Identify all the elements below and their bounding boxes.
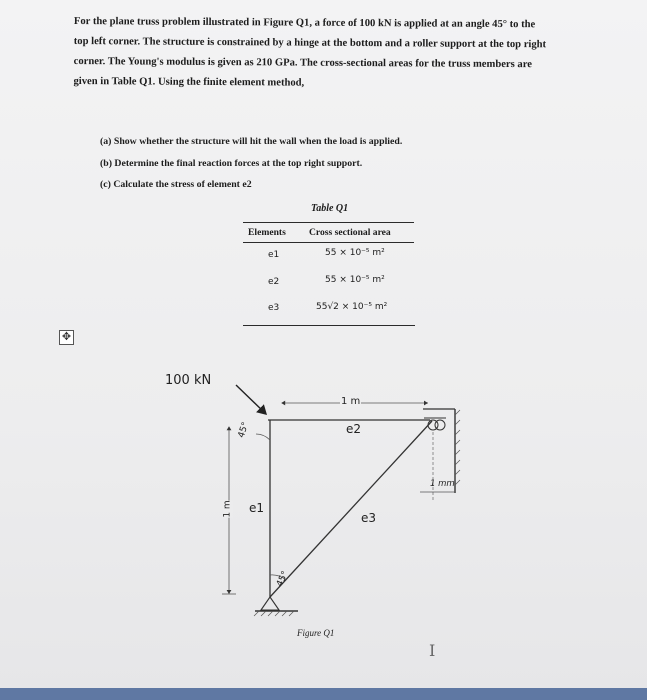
intro-line: corner. The Young's modulus is given as 210 GPa. The cross-sectional areas for the truss members are	[73, 55, 532, 71]
question-c: (c) Calculate the stress of element e2	[100, 179, 252, 190]
element-e3-line	[270, 421, 432, 597]
element-label-e3: e3	[361, 511, 377, 525]
table-cell-area: 55 × 10⁻⁵ m²	[325, 275, 385, 285]
question-b: (b) Determine the final reaction forces at the top right support.	[100, 158, 363, 169]
element-label-e2: e2	[346, 422, 362, 436]
intro-line: given in Table Q1. Using the finite element method,	[73, 75, 305, 89]
table-cell-area: 55√2 × 10⁻⁵ m²	[316, 302, 388, 312]
angle-label-bottom: 45°	[275, 569, 291, 589]
gap-label: 1 mm	[430, 479, 455, 489]
table-header-elements: Elements	[248, 227, 286, 238]
figure-caption: Figure Q1	[297, 628, 335, 638]
dimension-vertical-label: 1 m	[222, 500, 233, 518]
table-cell-element: e2	[268, 277, 280, 287]
table-title: Table Q1	[311, 203, 349, 214]
text-cursor-icon: I	[429, 641, 436, 660]
intro-line: top left corner. The structure is constrained by a hinge at the bottom and a roller support at the top right	[73, 35, 547, 51]
load-arrow	[236, 385, 266, 414]
question-a: (a) Show whether the structure will hit the wall when the load is applied.	[100, 136, 403, 147]
bottom-color-band	[0, 688, 647, 700]
move-handle-icon[interactable]: ✥	[59, 330, 74, 345]
table-header-area: Cross sectional area	[309, 227, 391, 238]
hinge-support	[261, 597, 279, 610]
load-label: 100 kN	[165, 373, 212, 388]
table-cell-element: e1	[268, 250, 280, 260]
table-cell-element: e3	[268, 303, 280, 313]
angle-label-top: 45°	[236, 420, 252, 440]
intro-line: For the plane truss problem illustrated in Figure Q1, a force of 100 kN is applied at an angle 45° to the	[73, 15, 536, 31]
dimension-horizontal-label: 1 m	[341, 396, 361, 407]
element-label-e1: e1	[249, 501, 265, 515]
table-cell-area: 55 × 10⁻⁵ m²	[325, 248, 385, 258]
